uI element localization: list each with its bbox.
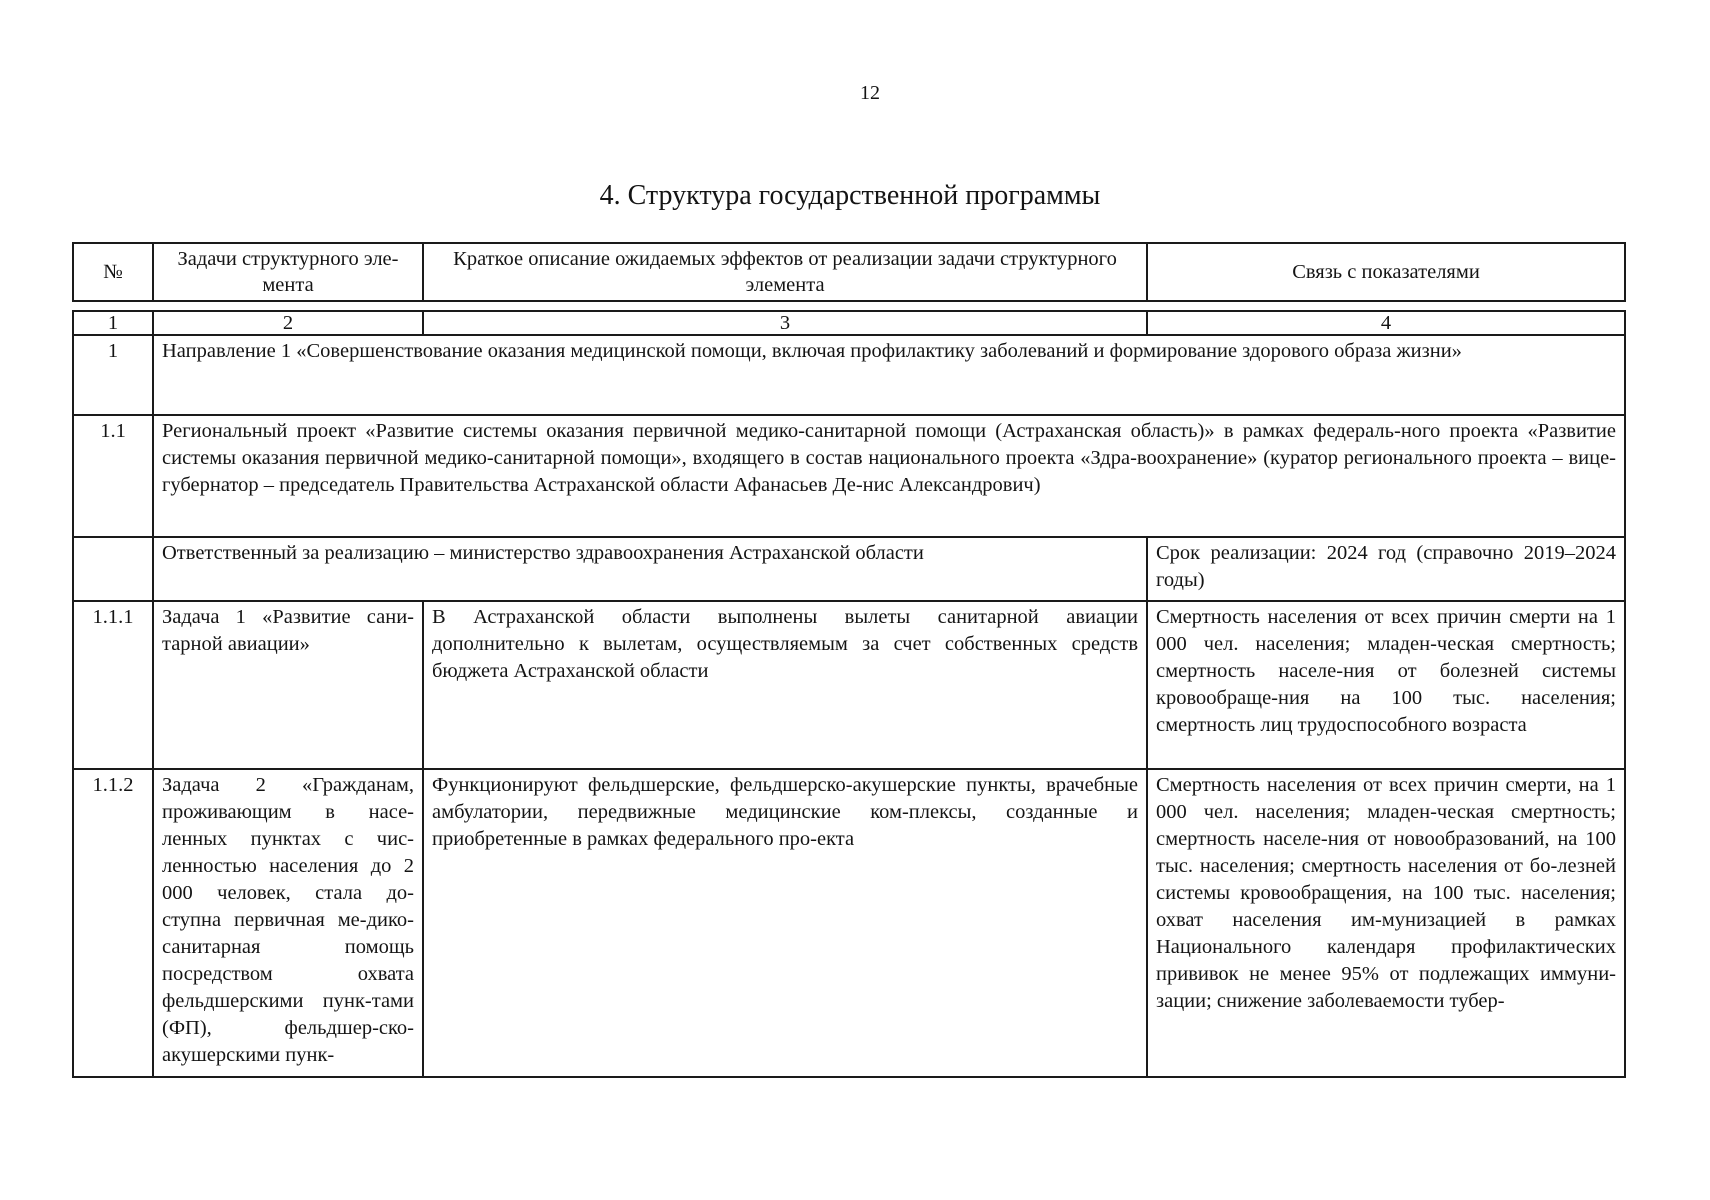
direction-text: Направление 1 «Совершенствование оказания медицинской помощи, включая профилактику заболеваний и формирование здорового образа жизни» <box>153 335 1625 415</box>
structure-table <box>72 310 1626 1078</box>
project-text: Региональный проект «Развитие системы оказания первичной медико-санитарной помощи (Астраханская область)» в рамках федераль-ного проекта «Развитие системы оказания первичной медико-санитарной помощи», входящего в состав национального проекта «Здра-воохранение» (куратор регионального проекта – вице-губернатор – председатель Правительства Астраханской области Афанасьев Де-нис Александрович) <box>153 415 1625 537</box>
task-row <box>73 769 1625 1077</box>
header-col-indicators: Связь с показателями <box>1147 243 1625 301</box>
header-col-tasks: Задачи структурного эле-мента <box>153 243 423 301</box>
page-title: 4. Структура государственной программы <box>599 180 1101 211</box>
page-number: 12 <box>860 82 880 104</box>
task1-effect: В Астраханской области выполнены вылеты санитарной авиации дополнительно к вылетам, осуществляемым за счет собственных средств бюджета Астраханской области <box>423 601 1147 769</box>
task2-indicators: Смертность населения от всех причин смерти, на 1 000 чел. населения; младен-ческая смертность; смертность населе-ния от новообразований, на 100 тыс. населения; смертность населения от бо-лезней системы кровообращения, на 100 тыс. населения; охват населения им-мунизацией в рамках Национального календаря профилактических прививок не менее 95% от подлежащих иммуни-зации; снижение заболеваемости тубер- <box>1147 769 1625 1077</box>
task2-effect: Функционируют фельдшерские, фельдшерско-акушерские пункты, врачебные амбулатории, передвижные медицинские ком-плексы, созданные и приобретенные в рамках федерального про-екта <box>423 769 1147 1077</box>
task2-number: 1.1.2 <box>73 769 153 1077</box>
deadline-text: Срок реализации: 2024 год (справочно 2019–2024 годы) <box>1147 537 1625 601</box>
responsible-number-empty <box>73 537 153 601</box>
column-number-4: 4 <box>1147 311 1625 335</box>
column-number-3: 3 <box>423 311 1147 335</box>
task1-indicators: Смертность населения от всех причин смерти на 1 000 чел. населения; младен-ческая смертность; смертность населе-ния от болезней системы кровообраще-ния на 100 тыс. населения; смертность лиц трудоспособного возраста <box>1147 601 1625 769</box>
task1-number: 1.1.1 <box>73 601 153 769</box>
responsible-row <box>73 537 1625 601</box>
task1-name: Задача 1 «Развитие сани-тарной авиации» <box>153 601 423 769</box>
header-row <box>73 243 1625 301</box>
header-col-number: № <box>73 243 153 301</box>
project-number: 1.1 <box>73 415 153 537</box>
column-number-1: 1 <box>73 311 153 335</box>
task2-name: Задача 2 «Гражданам, проживающим в насе-ленных пунктах с чис-ленностью населения до 2 000 человек, стала до-ступна первичная ме-дико-санитарная помощь посредством охвата фельдшерскими пунк-тами (ФП), фельдшер-ско-акушерскими пунк- <box>153 769 423 1077</box>
column-number-row <box>73 311 1625 335</box>
direction-row <box>73 335 1625 415</box>
direction-number: 1 <box>73 335 153 415</box>
column-number-2: 2 <box>153 311 423 335</box>
project-row <box>73 415 1625 537</box>
responsible-text: Ответственный за реализацию – министерство здравоохранения Астраханской области <box>153 537 1147 601</box>
header-table <box>72 242 1626 302</box>
header-col-effects: Краткое описание ожидаемых эффектов от реализации задачи структурного элемента <box>423 243 1147 301</box>
task-row <box>73 601 1625 769</box>
